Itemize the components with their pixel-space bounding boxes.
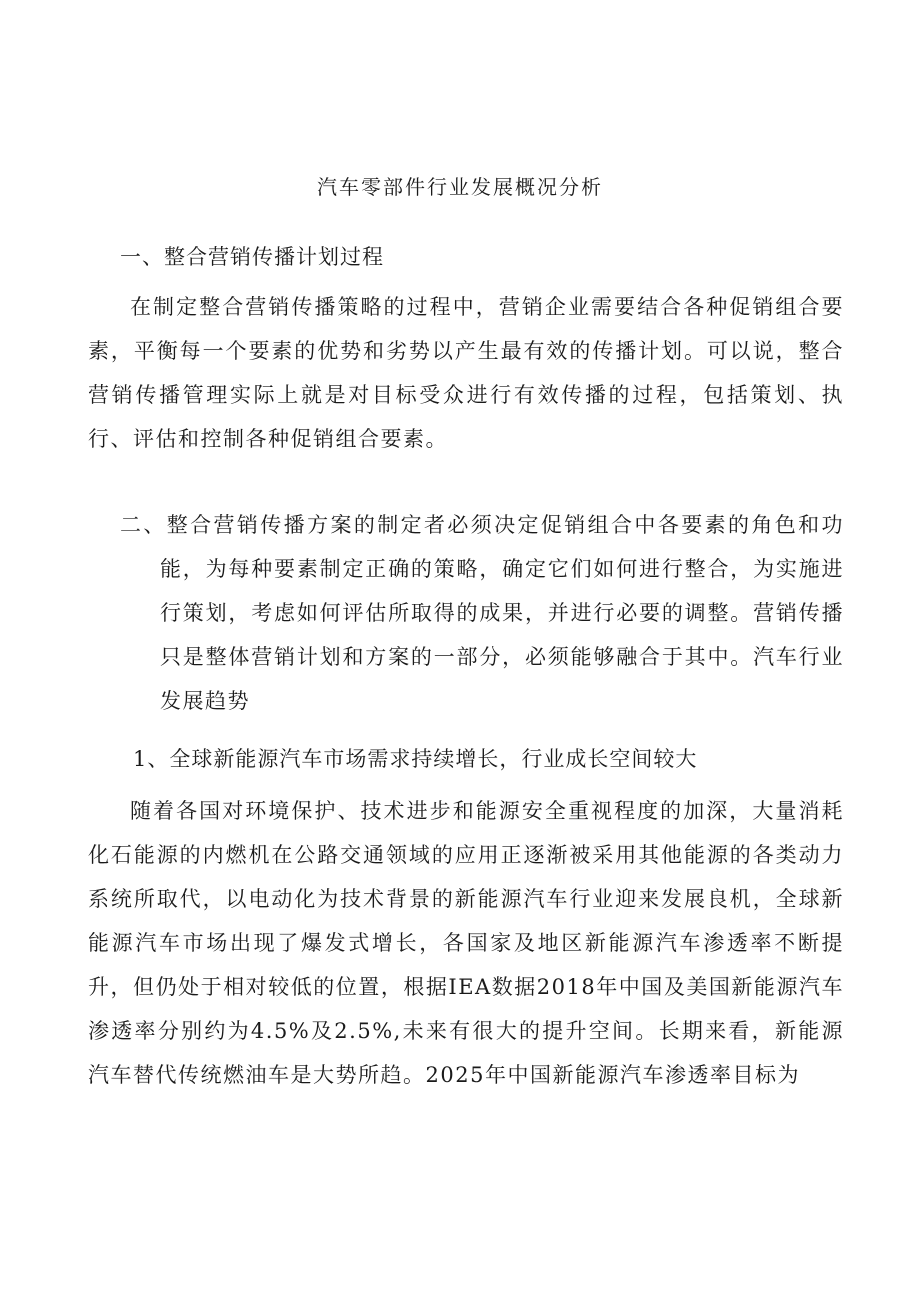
subsection-heading-1: 1、全球新能源汽车市场需求持续增长，行业成长空间较大 [133, 747, 698, 771]
document-title: 汽车零部件行业发展概况分析 [317, 175, 603, 199]
section-paragraph-1: 在制定整合营销传播策略的过程中，营销企业需要结合各种促销组合要素，平衡每一个要素的优势和劣势以产生最有效的传播计划。可以说，整合营销传播管理实际上就是对目标受众进行有效传播的过程，包括策划、执行、评估和控制各种促销组合要素。 [88, 295, 844, 451]
section-paragraph-2: 二、整合营销传播方案的制定者必须决定促销组合中各要素的角色和功能，为每种要素制定正确的策略，确定它们如何进行整合，为实施进行策划，考虑如何评估所取得的成果，并进行必要的调整。营销传播只是整体营销计划和方案的一部分，必须能够融合于其中。汽车行业发展趋势 [120, 513, 844, 713]
section-heading-1: 一、整合营销传播计划过程 [120, 245, 384, 269]
subsection-paragraph-1: 随着各国对环境保护、技术进步和能源安全重视程度的加深，大量消耗化石能源的内燃机在公路交通领域的应用正逐渐被采用其他能源的各类动力系统所取代，以电动化为技术背景的新能源汽车行业迎来发展良机，全球新能源汽车市场出现了爆发式增长，各国家及地区新能源汽车渗透率不断提升，但仍处于相对较低的位置，根据IEA数据2018年中国及美国新能源汽车渗透率分别约为4.5%及2.5%,未来有很大的提升空间。长期来看，新能源汽车替代传统燃油车是大势所趋。2025年中国新能源汽车渗透率目标为 [88, 799, 844, 1087]
